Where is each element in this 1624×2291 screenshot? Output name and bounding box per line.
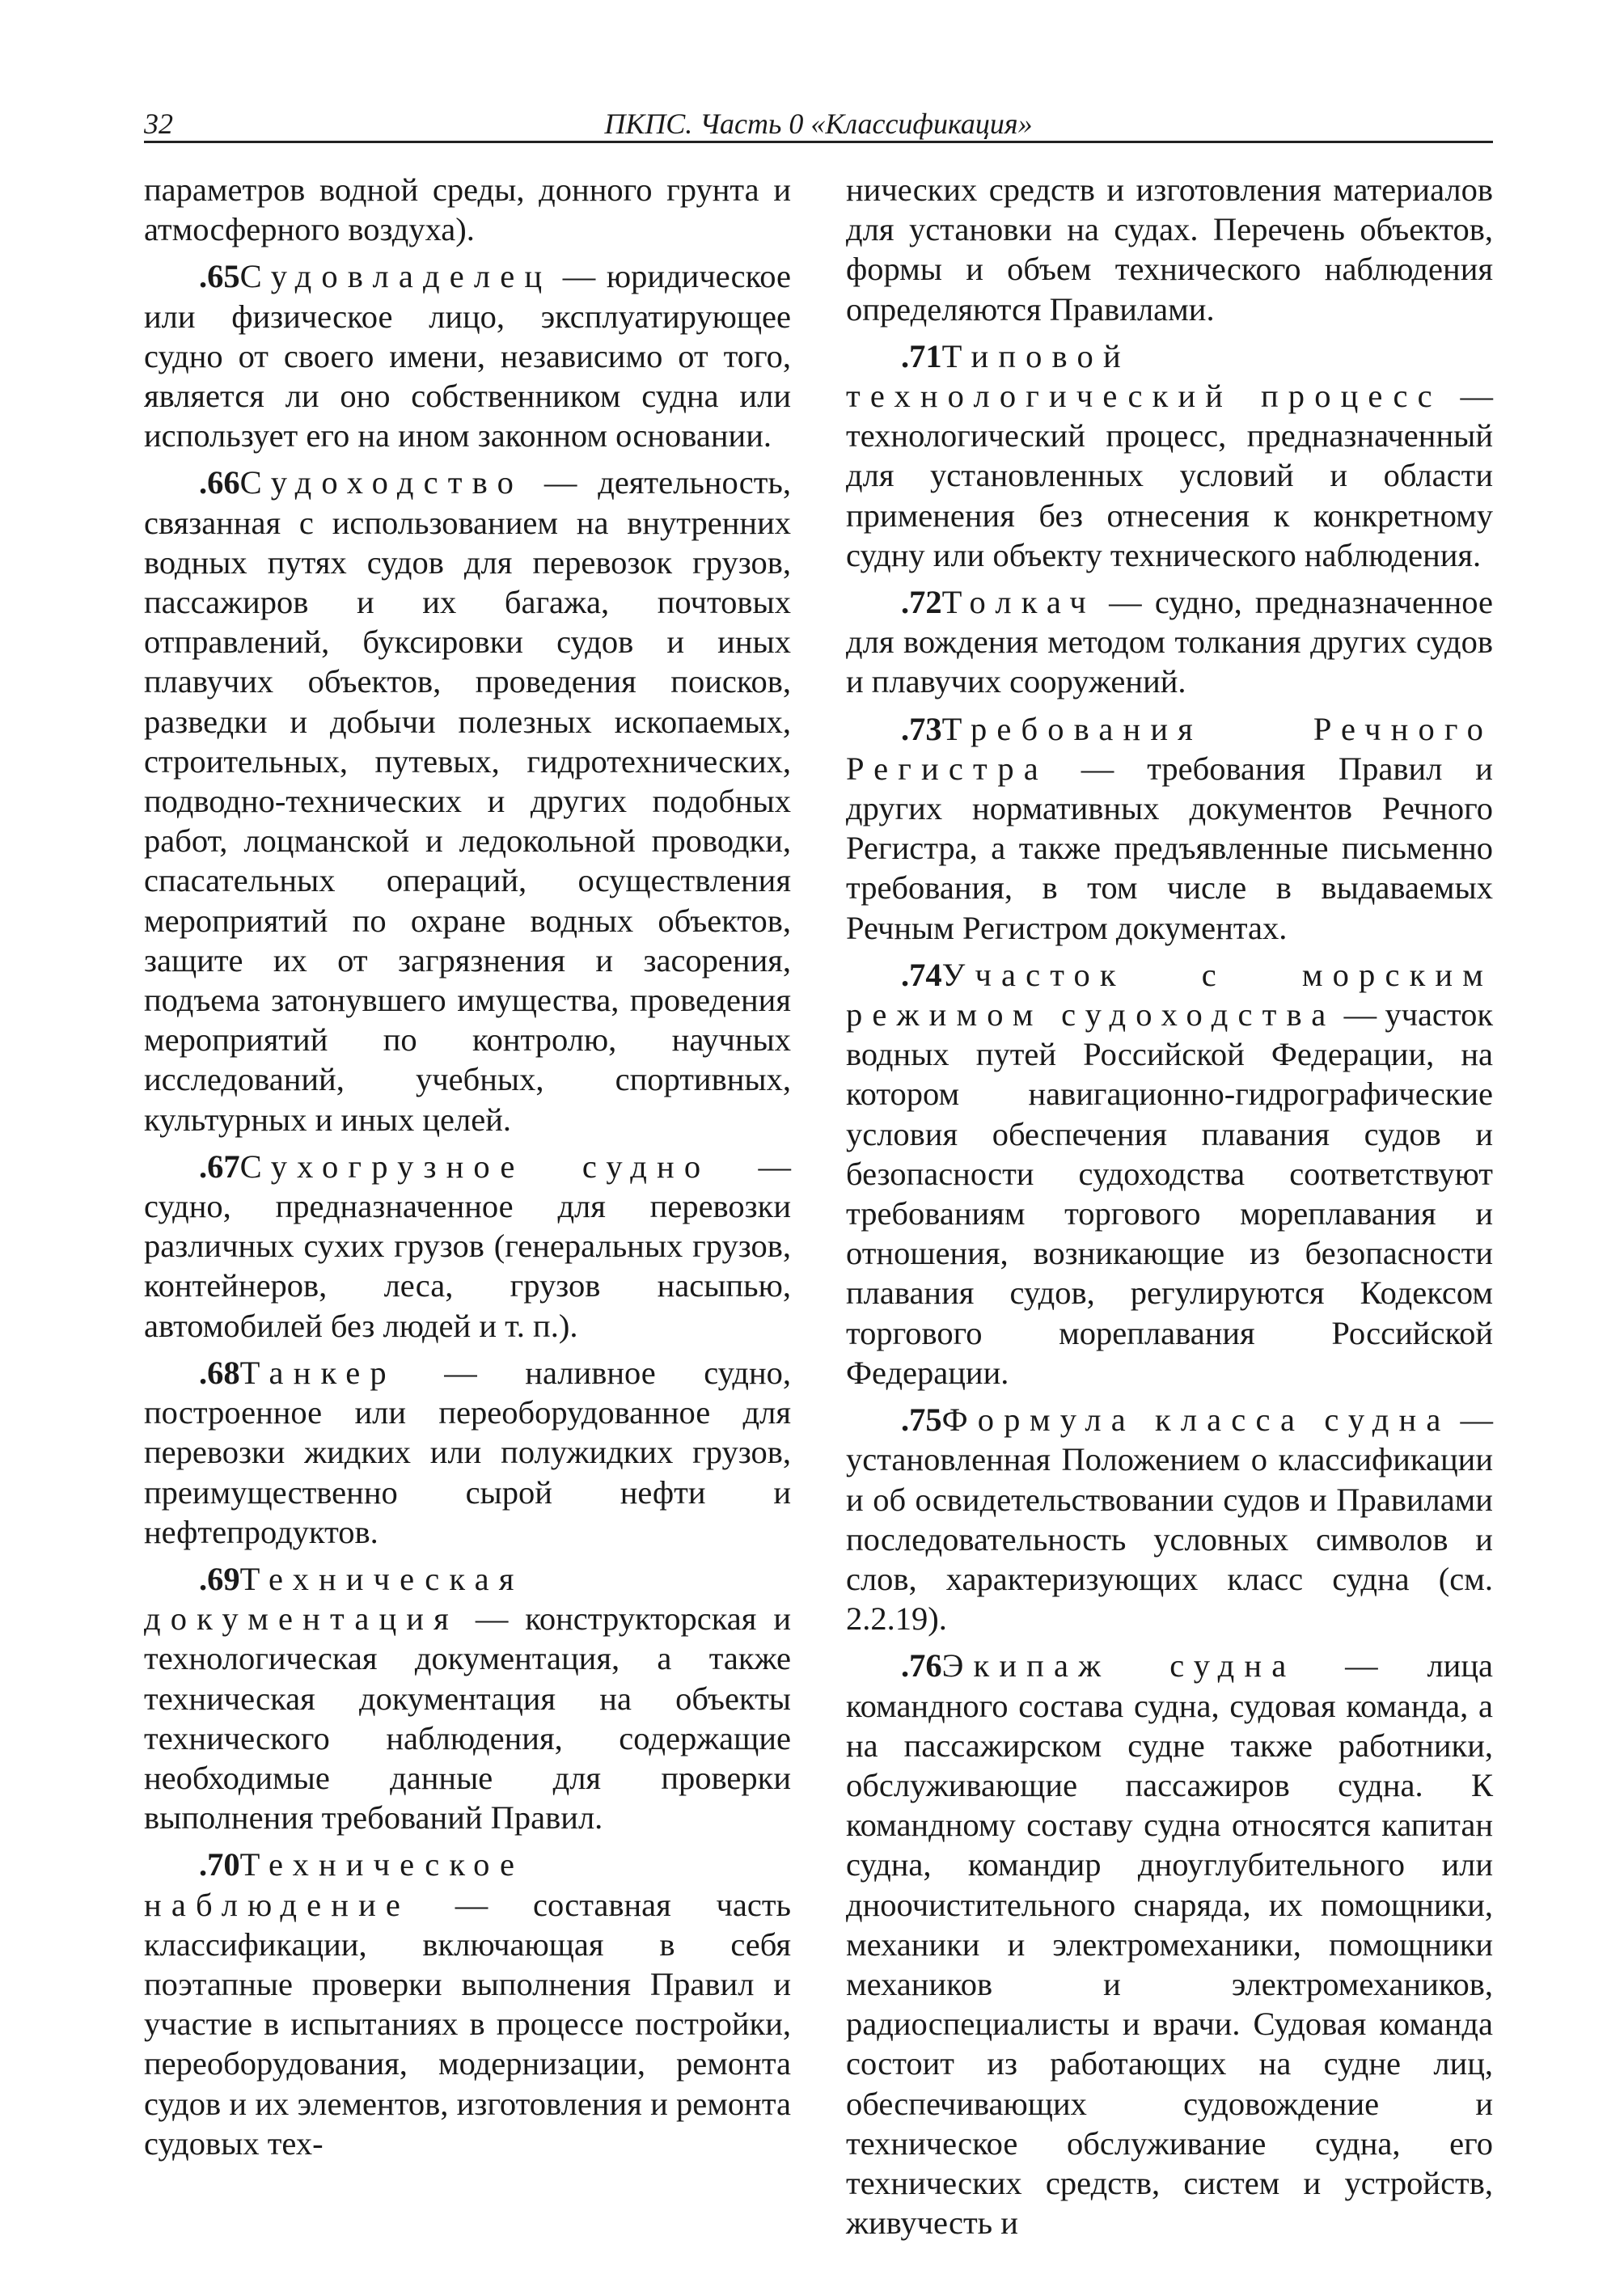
definition-paragraph	[144, 1559, 791, 1837]
definition-paragraph	[846, 955, 1493, 1393]
definition-paragraph	[846, 336, 1493, 575]
definition-paragraph	[846, 582, 1493, 702]
paragraph-continuation	[144, 170, 791, 249]
clause-number: .76	[901, 1647, 942, 1684]
clause-number: .75	[901, 1401, 942, 1439]
definition-text: — требования Правил и других нормативных документов Речного Регистра, а также предъявленные письменно требования, в том числе в выдаваемых Речным Регистром документах.	[846, 750, 1493, 946]
definition-paragraph	[846, 1646, 1493, 2242]
clause-number: .66	[199, 464, 240, 501]
clause-number: .67	[199, 1148, 240, 1185]
definition-paragraph	[144, 256, 791, 455]
clause-number: .65	[199, 258, 240, 295]
definition-paragraph	[144, 1353, 791, 1552]
page-number: 32	[144, 108, 173, 140]
right-column	[846, 170, 1493, 2250]
defined-term: Судовладелец	[239, 258, 552, 295]
definition-text: — деятельность, связанная с использованием на внутренних водных путях судов для перевозок грузов, пассажиров и их багажа, почтовых отправлений, буксировки судов и иных плавучих объектов, проведения поисков, разведки и добычи полезных ископаемых, строительных, путевых, гидротехнических, подводно-технических и других подобных работ, лоцманской и ледокольной проводки, спасательных операций, осуществления мероприятий по охране водных объектов, защите их от загрязнения и засорения, подъема затонувшего имущества, проведения мероприятий по контролю, научных исследований, учебных, спортивных, культурных и иных целей.	[144, 464, 791, 1138]
clause-number: .73	[901, 710, 942, 747]
definition-text: — составная часть классификации, включающая в себя поэтапные проверки выполнения Правил и участие в испытаниях в процессе постройки, переоборудования, модернизации, ремонта судов и их элементов, изготовления и ремонта судовых тех-	[144, 1886, 791, 2162]
defined-term: Типовой технологический процесс	[846, 337, 1442, 415]
defined-term: Техническое наблюдение	[144, 1846, 525, 1923]
definition-paragraph	[144, 463, 791, 1139]
definition-text: параметров водной среды, донного грунта и атмосферного воздуха).	[144, 171, 791, 248]
defined-term: Формула класса судна	[941, 1401, 1451, 1439]
definition-text: нических средств и изготовления материалов для установки на судах. Перечень объектов, формы и объем технического наблюдения определяются Правилами.	[846, 171, 1493, 328]
definition-text: — лица командного состава судна, судовая команда, а на пассажирском судне также работники, обслуживающие пассажиров судна. К командному составу судна относятся капитан судна, командир дноуглубительного или дноочистительного снаряда, их помощники, механики и электромеханики, помощники механиков и электромехаников, радиоспециалисты и врачи. Судовая команда состоит из работающих на судне лиц, обеспечивающих судовождение и техническое обслуживание судна, его технических средств, систем и устройств, живучесть и	[846, 1647, 1493, 2242]
defined-term: Техническая документация	[144, 1560, 524, 1638]
definition-text: — юридическое или физическое лицо, эксплуатирующее судно от своего имени, независимо от того, является ли оно собственником судна или использует его на ином законном основании.	[144, 258, 791, 454]
definition-text: — судно, предназначенное для перевозки различных сухих грузов (генеральных грузов, контейнеров, леса, грузов насыпью, автомобилей без людей и т. п.).	[144, 1148, 791, 1344]
definition-text: — конструкторская и технологическая документация, а также техническая документация на объекты технического наблюдения, содержащие необходимые данные для проверки выполнения требований Правил.	[144, 1600, 791, 1837]
running-title: ПКПС. Часть 0 «Классификация»	[604, 108, 1033, 140]
clause-number: .70	[199, 1846, 240, 1883]
defined-term: Сухогрузное судно	[239, 1148, 711, 1185]
definition-paragraph	[144, 1845, 791, 2163]
defined-term: Требования Речного Регистра	[846, 710, 1493, 787]
definition-text: — судно, предназначенное для вождения методом толкания других судов и плавучих сооружений.	[846, 584, 1493, 700]
clause-number: .71	[901, 337, 942, 374]
defined-term: Толкач	[941, 584, 1096, 621]
clause-number: .68	[199, 1354, 240, 1391]
clause-number: .69	[199, 1560, 240, 1597]
definition-paragraph	[846, 1400, 1493, 1638]
definition-paragraph	[846, 709, 1493, 948]
defined-term: Танкер	[239, 1354, 396, 1391]
defined-term: Участок с морским режимом судоходства	[846, 956, 1493, 1033]
definition-paragraph	[144, 1147, 791, 1346]
definition-text: — наливное судно, построенное или переоборудованное для перевозки жидких или полужидких грузов, преимущественно сырой нефти и нефтепродуктов.	[144, 1354, 791, 1550]
clause-number: .74	[901, 956, 942, 993]
page-header	[144, 100, 1493, 143]
left-column	[144, 170, 791, 2171]
defined-term: Экипаж судна	[941, 1647, 1296, 1684]
definition-text: — участок водных путей Российской Федерации, на котором навигационно-гидрографические условия обеспечения плавания судов и безопасности судоходства соответствуют требованиям торгового мореплавания и отношения, возникающие из безопасности плавания судов, регулируются Кодексом торгового мореплавания Российской Федерации.	[846, 996, 1493, 1391]
defined-term: Судоходство	[239, 464, 523, 501]
clause-number: .72	[901, 584, 942, 621]
definition-text: — установленная Положением о классификации и об освидетельствовании судов и Правилами последовательность условных символов и слов, характеризующих класс судна (см. 2.2.19).	[846, 1401, 1494, 1638]
paragraph-continuation	[846, 170, 1493, 329]
definition-text: — технологический процесс, предназначенный для установленных условий и области применения без отнесения к конкретному судну или объекту технического наблюдения.	[846, 378, 1493, 573]
